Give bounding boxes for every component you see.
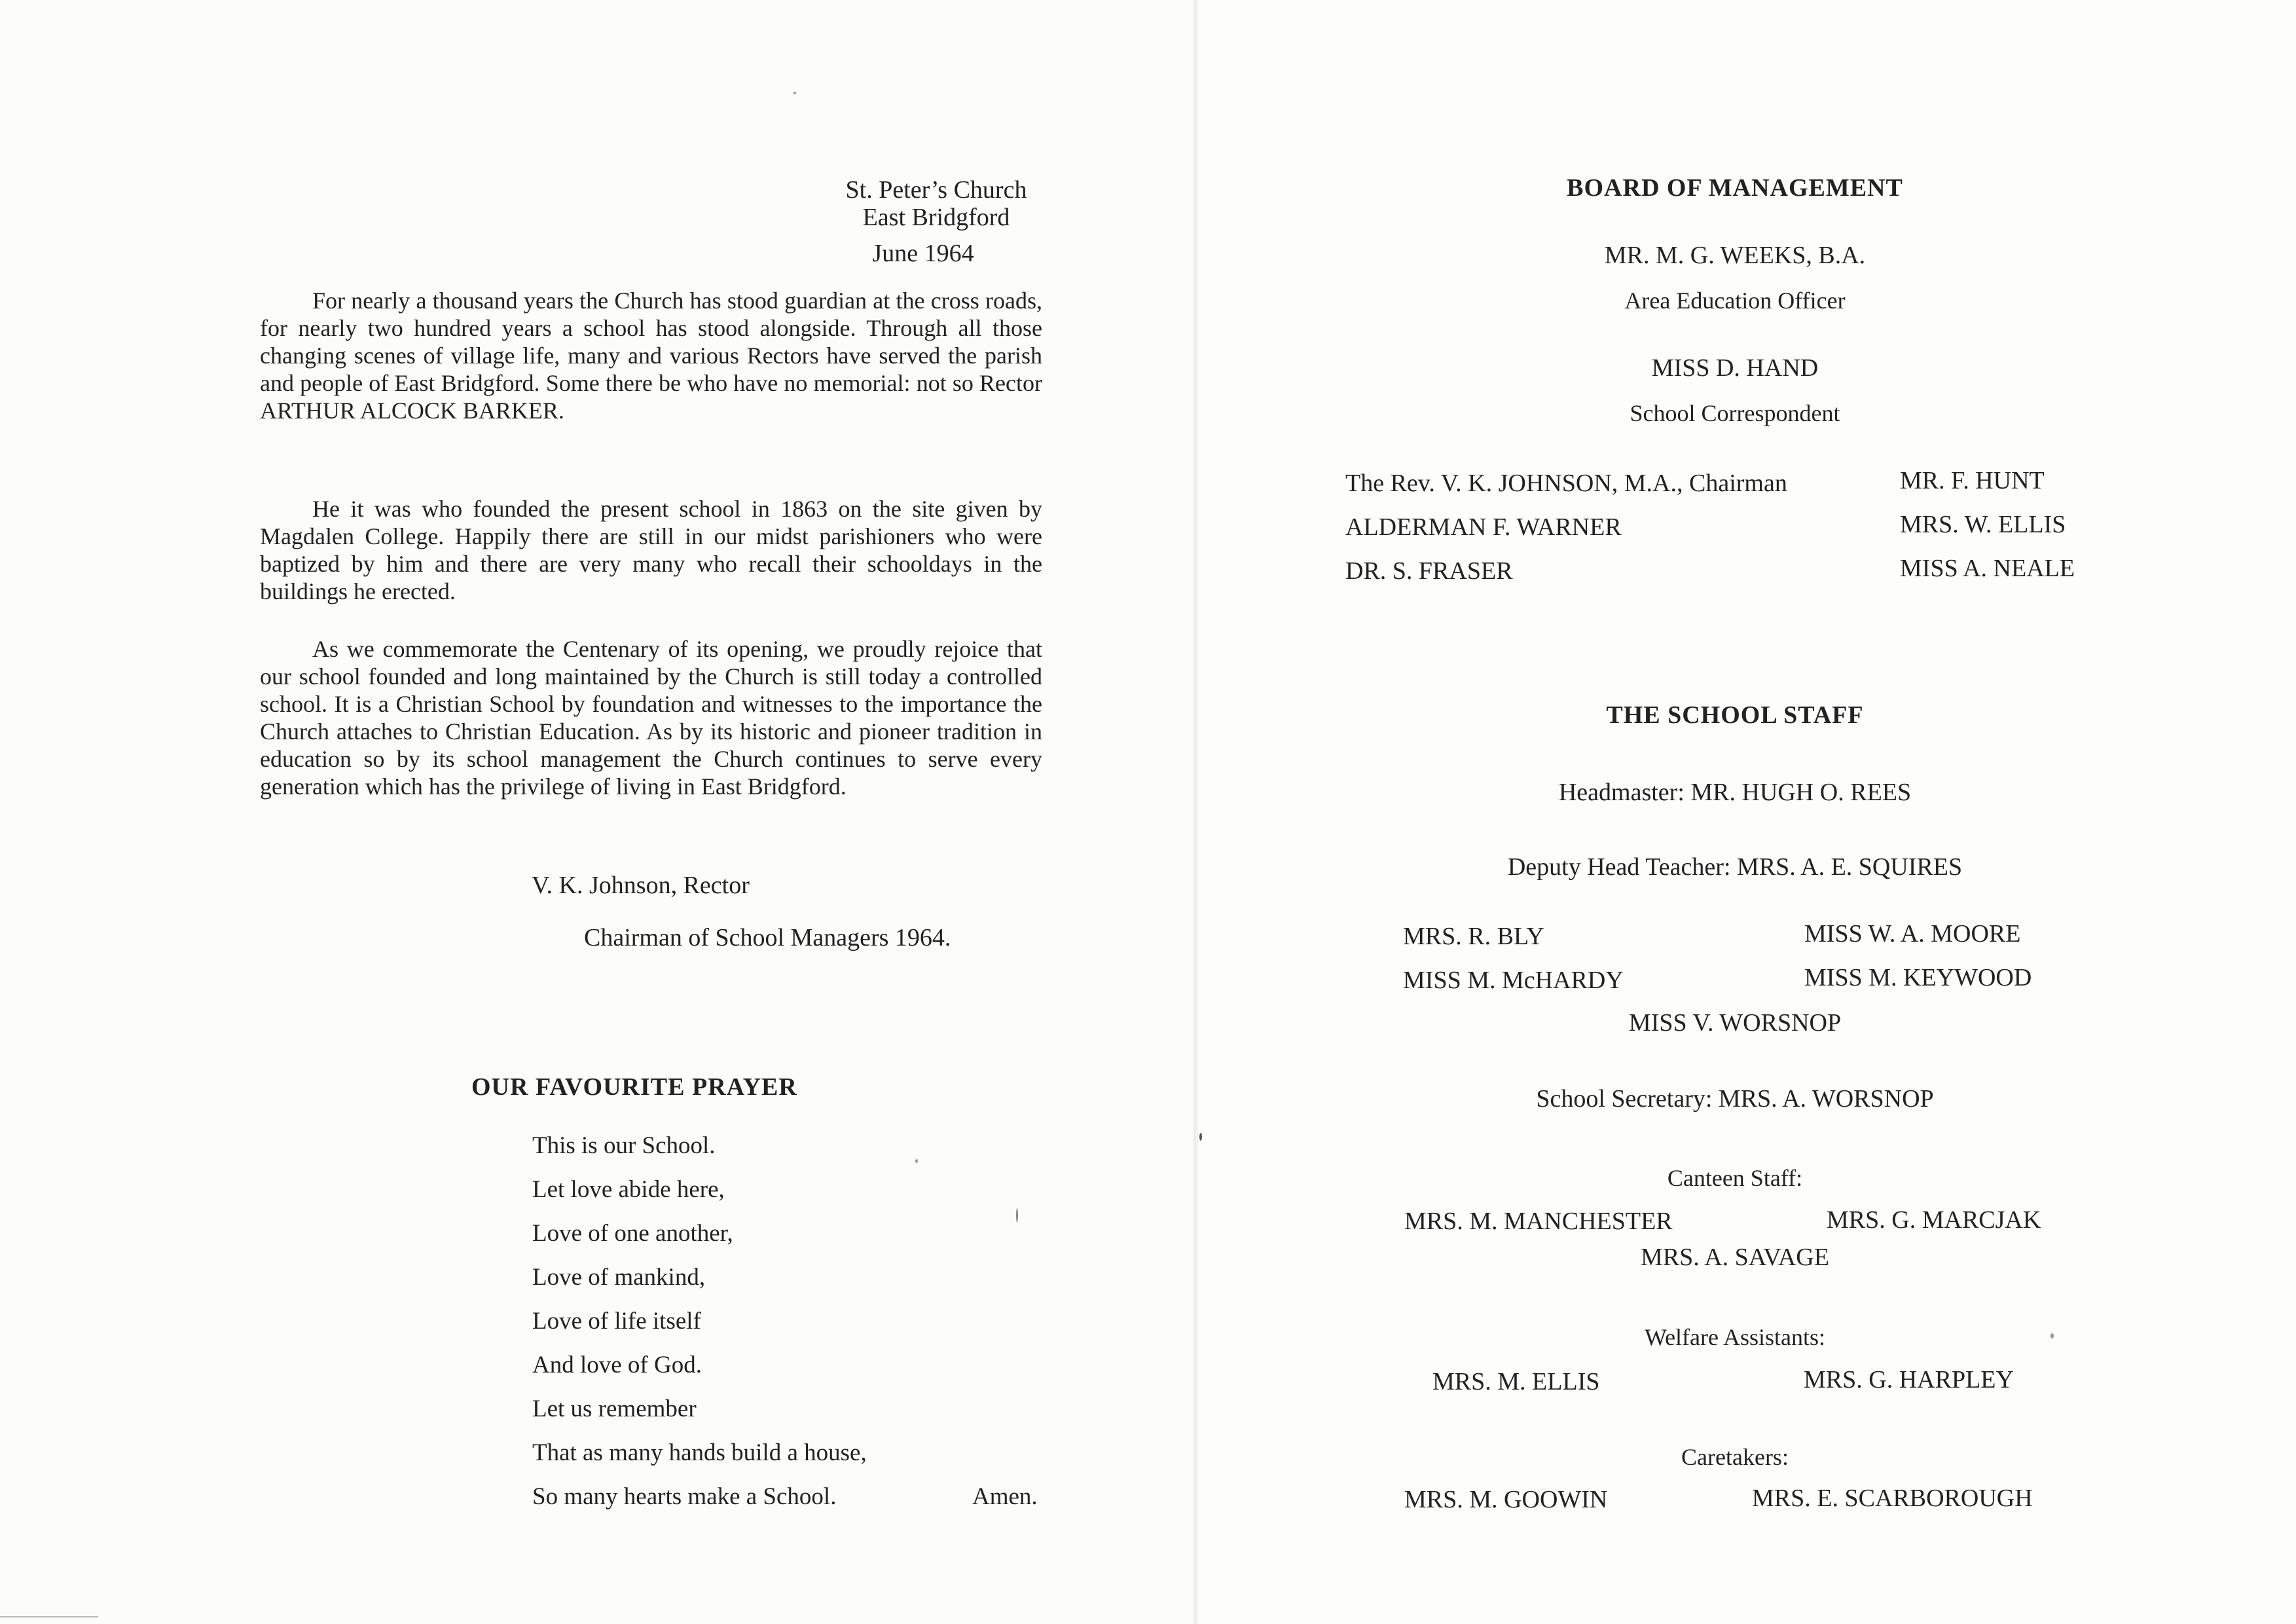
prayer-line: So many hearts make a School. — [532, 1483, 837, 1510]
letter-paragraph-1: For nearly a thousand years the Church has stood guardian at the cross roads, for nearly two hundred years a school has stood alongside. Through all those changing scenes of village life, many and various Rectors have served the parish and people of East Bridgford. Some there be who have no memorial: not so Rector ARTHUR ALCOCK BARKER. — [260, 287, 1042, 424]
staff-teacher: MISS V. WORSNOP — [1628, 1009, 1842, 1037]
scan-speck — [1199, 1133, 1202, 1141]
staff-heading: THE SCHOOL STAFF — [1606, 701, 1864, 729]
caretaker: MRS. M. GOOWIN — [1404, 1486, 1608, 1513]
letter-paragraph-3: As we commemorate the Centenary of its opening, we proudly rejoice that our school founded and long maintained by the Church is still today a controlled school. It is a Christian School by foundation and witnesses to the importance the Church attaches to Christian Education. As by its historic and pioneer tradition in education so by its school management the Church continues to serve every generation which has the privilege of living in East Bridgford. — [260, 636, 1042, 800]
prayer-line: Love of mankind, — [532, 1264, 706, 1291]
scan-edge-line — [0, 1616, 98, 1617]
scan-speck — [1016, 1208, 1018, 1223]
welfare-member: MRS. G. HARPLEY — [1804, 1366, 2014, 1393]
board-member: MRS. W. ELLIS — [1900, 511, 2066, 538]
board-member: MR. F. HUNT — [1900, 467, 2045, 494]
canteen-member: MRS. A. SAVAGE — [1641, 1244, 1829, 1271]
staff-secretary: School Secretary: MRS. A. WORSNOP — [1536, 1085, 1934, 1113]
staff-teacher: MISS M. McHARDY — [1403, 967, 1624, 994]
prayer-line: Love of life itself — [532, 1308, 701, 1335]
prayer-line: Let us remember — [532, 1395, 697, 1422]
board-member: DR. S. FRASER — [1345, 557, 1513, 585]
prayer-line: This is our School. — [532, 1132, 716, 1159]
board-officer-role: Area Education Officer — [1624, 287, 1846, 314]
board-member: The Rev. V. K. JOHNSON, M.A., Chairman — [1345, 470, 1787, 497]
board-correspondent-name: MISS D. HAND — [1651, 354, 1819, 382]
scan-speck — [793, 92, 796, 94]
board-member: ALDERMAN F. WARNER — [1345, 513, 1622, 541]
prayer-amen: Amen. — [972, 1483, 1038, 1510]
signature-name: V. K. Johnson, Rector — [532, 872, 750, 899]
board-member: MISS A. NEALE — [1900, 555, 2075, 582]
canteen-member: MRS. G. MARCJAK — [1827, 1206, 2041, 1234]
staff-teacher: MRS. R. BLY — [1403, 923, 1544, 950]
letter-address-line2: East Bridgford — [862, 204, 1010, 231]
staff-teacher: MISS W. A. MOORE — [1804, 920, 2021, 948]
staff-teacher: MISS M. KEYWOOD — [1804, 964, 2032, 991]
signature-title: Chairman of School Managers 1964. — [584, 924, 951, 951]
prayer-line: Love of one another, — [532, 1220, 733, 1247]
prayer-line: And love of God. — [532, 1352, 702, 1378]
board-officer-name: MR. M. G. WEEKS, B.A. — [1604, 242, 1866, 269]
staff-deputy: Deputy Head Teacher: MRS. A. E. SQUIRES — [1507, 853, 1963, 881]
caretaker: MRS. E. SCARBOROUGH — [1752, 1485, 2033, 1512]
board-heading: BOARD OF MANAGEMENT — [1567, 174, 1903, 202]
staff-headmaster: Headmaster: MR. HUGH O. REES — [1558, 779, 1912, 806]
prayer-heading: OUR FAVOURITE PRAYER — [471, 1073, 797, 1101]
canteen-heading: Canteen Staff: — [1667, 1165, 1803, 1191]
prayer-line: Let love abide here, — [532, 1176, 725, 1203]
scan-speck — [915, 1159, 918, 1163]
welfare-member: MRS. M. ELLIS — [1432, 1368, 1600, 1395]
board-correspondent-role: School Correspondent — [1630, 400, 1840, 426]
page-fold — [1193, 0, 1198, 1624]
letter-date: June 1964 — [872, 240, 974, 267]
welfare-heading: Welfare Assistants: — [1644, 1324, 1826, 1350]
letter-paragraph-2: He it was who founded the present school in 1863 on the site given by Magdalen College. Happily there are still in our midst parishioners who were baptized by him and there are very many who recall their schooldays in the buildings he erected. — [260, 496, 1042, 604]
prayer-line: That as many hands build a house, — [532, 1439, 867, 1466]
canteen-member: MRS. M. MANCHESTER — [1404, 1208, 1673, 1235]
scan-speck — [2050, 1333, 2054, 1338]
letter-address-line1: St. Peter’s Church — [845, 176, 1027, 204]
caretakers-heading: Caretakers: — [1681, 1444, 1789, 1470]
